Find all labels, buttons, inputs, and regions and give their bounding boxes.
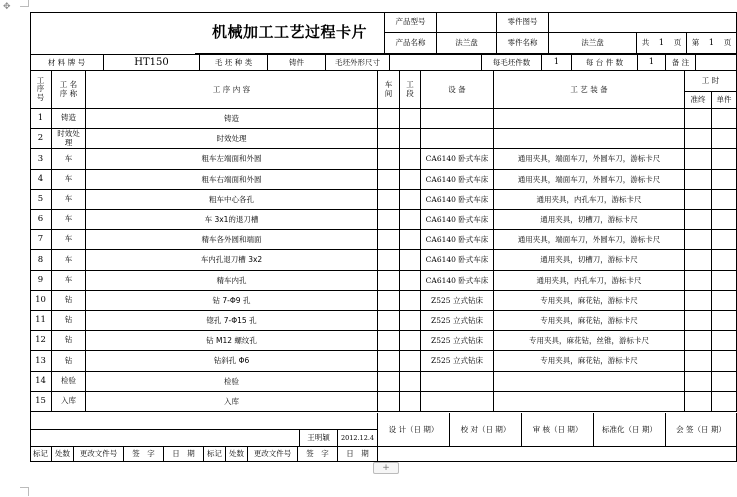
op-workshop[interactable] <box>378 210 400 230</box>
op-workshop[interactable] <box>378 392 400 412</box>
op-workshop[interactable] <box>378 109 400 129</box>
op-section[interactable] <box>400 351 421 372</box>
revision-label: 签 字 <box>298 447 338 462</box>
op-unit-time[interactable] <box>712 129 737 149</box>
op-workshop[interactable] <box>378 372 400 392</box>
check-label: 校 对（日 期） <box>450 413 522 447</box>
page-corner-mark <box>20 487 29 496</box>
op-equipment[interactable]: CA6140 卧式车床 <box>421 271 494 291</box>
op-workshop[interactable] <box>378 271 400 291</box>
op-equipment[interactable]: CA6140 卧式车床 <box>421 170 494 190</box>
op-tooling[interactable]: 通用夹具，端面车刀，外圆车刀，游标卡尺 <box>494 149 685 170</box>
op-prep-time[interactable] <box>685 230 712 250</box>
op-number[interactable]: 10 <box>30 291 52 311</box>
op-unit-time[interactable] <box>712 291 737 311</box>
op-section[interactable] <box>400 392 421 412</box>
op-section[interactable] <box>400 230 421 250</box>
op-prep-time[interactable] <box>685 372 712 392</box>
revision-label: 更改文件号 <box>248 447 298 462</box>
op-section[interactable] <box>400 372 421 392</box>
op-tooling[interactable]: 通用夹具，端面车刀，外圆车刀，游标卡尺 <box>494 230 685 250</box>
op-tooling[interactable] <box>494 129 685 149</box>
op-number[interactable]: 14 <box>30 372 52 392</box>
op-content[interactable]: 精车内孔 <box>86 271 378 291</box>
op-workshop[interactable] <box>378 149 400 170</box>
header-op-content: 工 序 内 容 <box>86 71 378 109</box>
part-drawing-value[interactable] <box>549 12 737 33</box>
op-content[interactable]: 锪孔 7-Φ15 孔 <box>86 311 378 331</box>
op-name[interactable]: 车 <box>52 271 86 291</box>
op-content[interactable]: 铸造 <box>86 109 378 129</box>
op-content[interactable]: 车 3x1的退刀槽 <box>86 210 378 230</box>
standardize-label: 标准化（日 期） <box>594 413 666 447</box>
op-name[interactable]: 车 <box>52 170 86 190</box>
op-number[interactable]: 1 <box>30 109 52 129</box>
design-date[interactable]: 2012.12.4 <box>338 430 378 447</box>
op-number[interactable]: 8 <box>30 250 52 271</box>
total-pages <box>637 33 687 54</box>
op-name[interactable]: 钻 <box>52 331 86 351</box>
op-number[interactable]: 15 <box>30 392 52 412</box>
op-prep-time[interactable] <box>685 190 712 210</box>
op-number[interactable]: 3 <box>30 149 52 170</box>
op-equipment[interactable]: Z525 立式钻床 <box>421 351 494 372</box>
op-number[interactable]: 12 <box>30 331 52 351</box>
op-unit-time[interactable] <box>712 351 737 372</box>
op-tooling[interactable]: 专用夹具，麻花钻，丝锥，游标卡尺 <box>494 331 685 351</box>
op-number[interactable]: 13 <box>30 351 52 372</box>
op-unit-time[interactable] <box>712 271 737 291</box>
revision-label: 日 期 <box>164 447 204 462</box>
op-equipment[interactable]: CA6140 卧式车床 <box>421 230 494 250</box>
header-equipment: 设 备 <box>421 71 494 109</box>
header-op-no: 工 序 号 <box>30 71 52 109</box>
page-number <box>687 33 737 54</box>
op-section[interactable] <box>400 250 421 271</box>
revision-label: 签 字 <box>124 447 164 462</box>
op-workshop[interactable] <box>378 311 400 331</box>
op-section[interactable] <box>400 331 421 351</box>
op-equipment[interactable] <box>421 392 494 412</box>
part-drawing-label: 零件图号 <box>497 12 549 33</box>
op-tooling[interactable] <box>494 109 685 129</box>
op-prep-time[interactable] <box>685 149 712 170</box>
product-model-label: 产品型号 <box>385 12 437 33</box>
header-section: 工 段 <box>400 71 421 109</box>
product-name-label: 产品名称 <box>385 33 437 54</box>
add-row-button[interactable]: + <box>373 462 399 474</box>
op-content[interactable]: 入库 <box>86 392 378 412</box>
designer-signature[interactable]: 王明颖 <box>300 430 338 447</box>
op-prep-time[interactable] <box>685 109 712 129</box>
design-label: 设 计（日 期） <box>378 413 450 447</box>
op-equipment[interactable]: CA6140 卧式车床 <box>421 250 494 271</box>
op-number[interactable]: 6 <box>30 210 52 230</box>
card-title: 机械加工工艺过程卡片 <box>195 12 385 54</box>
revision-label: 日 期 <box>338 447 378 462</box>
op-unit-time[interactable] <box>712 109 737 129</box>
op-name[interactable]: 检验 <box>52 372 86 392</box>
material-label: 材 料 牌 号 <box>30 55 104 71</box>
op-unit-time[interactable] <box>712 392 737 412</box>
op-workshop[interactable] <box>378 190 400 210</box>
op-number[interactable]: 7 <box>30 230 52 250</box>
op-content[interactable]: 粗车中心各孔 <box>86 190 378 210</box>
product-model-value[interactable] <box>437 12 497 33</box>
op-unit-time[interactable] <box>712 250 737 271</box>
page-number-value[interactable]: 1 <box>708 37 715 48</box>
op-content[interactable]: 精车各外圆和端面 <box>86 230 378 250</box>
op-name[interactable]: 时效处理 <box>52 129 86 149</box>
op-content[interactable]: 钻 M12 螺纹孔 <box>86 331 378 351</box>
op-unit-time[interactable] <box>712 331 737 351</box>
table-move-handle[interactable]: ✥ <box>3 2 11 12</box>
pieces-per-unit-value[interactable]: 1 <box>638 55 666 71</box>
op-tooling[interactable]: 通用夹具，端面车刀，外圆车刀，游标卡尺 <box>494 170 685 190</box>
op-equipment[interactable]: CA6140 卧式车床 <box>421 190 494 210</box>
op-number[interactable]: 9 <box>30 271 52 291</box>
footer-spacer <box>30 430 300 447</box>
op-workshop[interactable] <box>378 230 400 250</box>
header-op-name: 工 名 序 称 <box>52 71 86 109</box>
op-workshop[interactable] <box>378 291 400 311</box>
op-section[interactable] <box>400 149 421 170</box>
op-prep-time[interactable] <box>685 331 712 351</box>
blank-size-value[interactable] <box>390 55 482 71</box>
op-tooling[interactable]: 通用夹具，切槽刀，游标卡尺 <box>494 250 685 271</box>
op-prep-time[interactable] <box>685 351 712 372</box>
op-tooling[interactable]: 通用夹具，内孔车刀，游标卡尺 <box>494 190 685 210</box>
footer-spacer <box>30 413 378 430</box>
op-name[interactable]: 入库 <box>52 392 86 412</box>
op-tooling[interactable]: 通用夹具，内孔车刀，游标卡尺 <box>494 271 685 291</box>
remarks-label: 备 注 <box>666 55 696 71</box>
revision-label: 处数 <box>52 447 74 462</box>
op-workshop[interactable] <box>378 331 400 351</box>
op-name[interactable]: 钻 <box>52 351 86 372</box>
op-content[interactable]: 钻斜孔 Φ6 <box>86 351 378 372</box>
page-number-suffix: 页 <box>723 38 732 48</box>
header-tooling: 工 艺 装 备 <box>494 71 685 109</box>
op-equipment[interactable]: CA6140 卧式车床 <box>421 210 494 230</box>
revision-label: 处数 <box>226 447 248 462</box>
revision-label: 更改文件号 <box>74 447 124 462</box>
total-pages-value[interactable]: 1 <box>658 37 665 48</box>
op-tooling[interactable]: 专用夹具，麻花钻，游标卡尺 <box>494 291 685 311</box>
blank-type-value[interactable]: 铸件 <box>268 55 326 71</box>
op-section[interactable] <box>400 271 421 291</box>
op-workshop[interactable] <box>378 170 400 190</box>
part-name-value[interactable]: 法兰盘 <box>549 33 637 54</box>
op-name[interactable]: 车 <box>52 190 86 210</box>
revision-label: 标记 <box>30 447 52 462</box>
op-name[interactable]: 钻 <box>52 311 86 331</box>
op-equipment[interactable]: Z525 立式钻床 <box>421 311 494 331</box>
total-pages-suffix: 页 <box>673 38 682 48</box>
op-prep-time[interactable] <box>685 129 712 149</box>
header-prep-time: 准终 <box>685 92 712 109</box>
op-equipment[interactable]: Z525 立式钻床 <box>421 291 494 311</box>
op-section[interactable] <box>400 109 421 129</box>
countersign-label: 会 签（日 期） <box>666 413 737 447</box>
op-workshop[interactable] <box>378 250 400 271</box>
op-number[interactable]: 11 <box>30 311 52 331</box>
pieces-per-blank-value[interactable]: 1 <box>542 55 572 71</box>
op-workshop[interactable] <box>378 351 400 372</box>
op-content[interactable]: 车内孔退刀槽 3x2 <box>86 250 378 271</box>
blank-size-label: 毛坯外形尺寸 <box>326 55 390 71</box>
op-content[interactable]: 粗车左端面和外圆 <box>86 149 378 170</box>
op-section[interactable] <box>400 291 421 311</box>
pieces-per-unit-label: 每 台 件 数 <box>572 55 638 71</box>
op-prep-time[interactable] <box>685 170 712 190</box>
op-name[interactable]: 车 <box>52 210 86 230</box>
review-label: 审 核（日 期） <box>522 413 594 447</box>
op-prep-time[interactable] <box>685 271 712 291</box>
op-section[interactable] <box>400 210 421 230</box>
op-number[interactable]: 2 <box>30 129 52 149</box>
op-prep-time[interactable] <box>685 210 712 230</box>
op-section[interactable] <box>400 311 421 331</box>
op-equipment[interactable] <box>421 129 494 149</box>
op-tooling[interactable]: 专用夹具，麻花钻，游标卡尺 <box>494 311 685 331</box>
op-number[interactable]: 5 <box>30 190 52 210</box>
op-content[interactable]: 粗车右端面和外圆 <box>86 170 378 190</box>
blank-type-label: 毛 坯 种 类 <box>200 55 268 71</box>
op-section[interactable] <box>400 190 421 210</box>
product-name-value[interactable]: 法兰盘 <box>437 33 497 54</box>
op-unit-time[interactable] <box>712 170 737 190</box>
revision-label: 标记 <box>204 447 226 462</box>
total-pages-prefix: 共 <box>641 38 650 48</box>
op-equipment[interactable]: Z525 立式钻床 <box>421 331 494 351</box>
op-prep-time[interactable] <box>685 392 712 412</box>
op-content[interactable]: 时效处理 <box>86 129 378 149</box>
op-prep-time[interactable] <box>685 250 712 271</box>
op-unit-time[interactable] <box>712 190 737 210</box>
op-unit-time[interactable] <box>712 311 737 331</box>
header-workshop: 车 间 <box>378 71 400 109</box>
pieces-per-blank-label: 每毛坯件数 <box>482 55 542 71</box>
op-name[interactable]: 车 <box>52 250 86 271</box>
op-name[interactable]: 车 <box>52 230 86 250</box>
op-equipment[interactable] <box>421 109 494 129</box>
op-name[interactable]: 铸造 <box>52 109 86 129</box>
op-name[interactable]: 钻 <box>52 291 86 311</box>
op-unit-time[interactable] <box>712 372 737 392</box>
op-tooling[interactable] <box>494 392 685 412</box>
op-tooling[interactable] <box>494 372 685 392</box>
material-value[interactable]: HT150 <box>104 55 200 71</box>
op-prep-time[interactable] <box>685 311 712 331</box>
approval-signature-area[interactable] <box>378 447 737 462</box>
op-name[interactable]: 车 <box>52 149 86 170</box>
part-name-label: 零件名称 <box>497 33 549 54</box>
page-number-prefix: 第 <box>691 38 700 48</box>
op-unit-time[interactable] <box>712 149 737 170</box>
page-corner-mark <box>20 0 29 7</box>
op-unit-time[interactable] <box>712 230 737 250</box>
op-section[interactable] <box>400 129 421 149</box>
op-content[interactable]: 检验 <box>86 372 378 392</box>
op-prep-time[interactable] <box>685 291 712 311</box>
op-content[interactable]: 钻 7-Φ9 孔 <box>86 291 378 311</box>
op-section[interactable] <box>400 170 421 190</box>
op-unit-time[interactable] <box>712 210 737 230</box>
header-unit-time: 单件 <box>712 92 737 109</box>
op-workshop[interactable] <box>378 129 400 149</box>
op-number[interactable]: 4 <box>30 170 52 190</box>
op-tooling[interactable]: 专用夹具，麻花钻，游标卡尺 <box>494 351 685 372</box>
op-tooling[interactable]: 通用夹具，切槽刀，游标卡尺 <box>494 210 685 230</box>
op-equipment[interactable] <box>421 372 494 392</box>
header-time: 工 时 <box>685 71 737 92</box>
op-equipment[interactable]: CA6140 卧式车床 <box>421 149 494 170</box>
remarks-value[interactable] <box>696 55 737 71</box>
